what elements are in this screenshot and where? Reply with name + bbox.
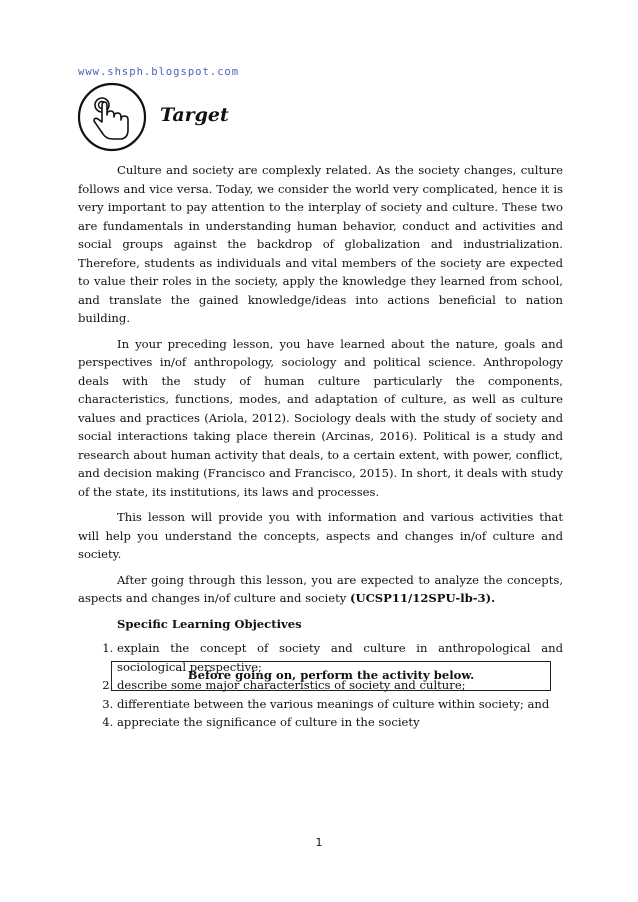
objective-item: 4. appreciate the significance of culture in the society <box>117 713 563 732</box>
paragraph-preceding-lesson: In your preceding lesson, you have learned about the nature, goals and perspectives in/of anthropology, sociology and political science. Anthropology deals with the study of human culture particularly the components, characteristics, functions, modes, and adaptation of culture, as well as culture values and practices (Ariola, 2012). Sociology deals with the study of society and social interactions taking place therein (Arcinas, 2016). Political is a study and research about human activity that deals, to a certain extent, with power, conflict, and decision making (Francisco and Francisco, 2015). In short, it deals with study of the state, its institutions, its laws and processes. <box>78 336 563 499</box>
paragraph-lesson-overview: This lesson will provide you with information and various activities that will help you understand the concepts, aspects and changes in/of culture and society. <box>78 510 563 561</box>
objective-item: 1. explain the concept of society and culture in anthropological and sociological perspective; <box>117 639 563 676</box>
activity-callout-box <box>111 661 551 691</box>
website-link[interactable]: www.shsph.blogspot.com <box>78 66 240 78</box>
paragraph-learning-goal <box>78 571 563 608</box>
section-title: Target <box>160 104 229 126</box>
lesson-body <box>78 161 563 732</box>
activity-callout-text: Before going on, perform the activity below. <box>187 668 475 682</box>
objectives-heading: Specific Learning Objectives <box>117 616 302 631</box>
competency-code: (UCSP11/12SPU-lb-3). <box>349 591 496 605</box>
objective-item: 3. differentiate between the various meanings of culture within society; and <box>117 695 563 714</box>
goal-text: After going through this lesson, you are expected to analyze the concepts, aspects and changes in/of culture and society <box>78 572 563 605</box>
paragraph-intro: Culture and society are complexly related. As the society changes, culture follows and vice versa. Today, we consider the world very complicated, hence it is very important to pay attention to the interplay of society and culture. These two are fundamentals in understanding human behavior, conduct and activities and social groups against the backdrop of globalization and industrialization. Therefore, students as individuals and vital members of the society are expected to value their roles in the society, apply the knowledge they learned from school, and translate the gained knowledge/ideas into actions beneficial to nation building. <box>78 163 563 325</box>
tap-hand-icon <box>77 82 147 152</box>
page-number: 1 <box>315 836 323 849</box>
objective-item: 2. describe some major characteristics of society and culture; <box>117 676 563 695</box>
